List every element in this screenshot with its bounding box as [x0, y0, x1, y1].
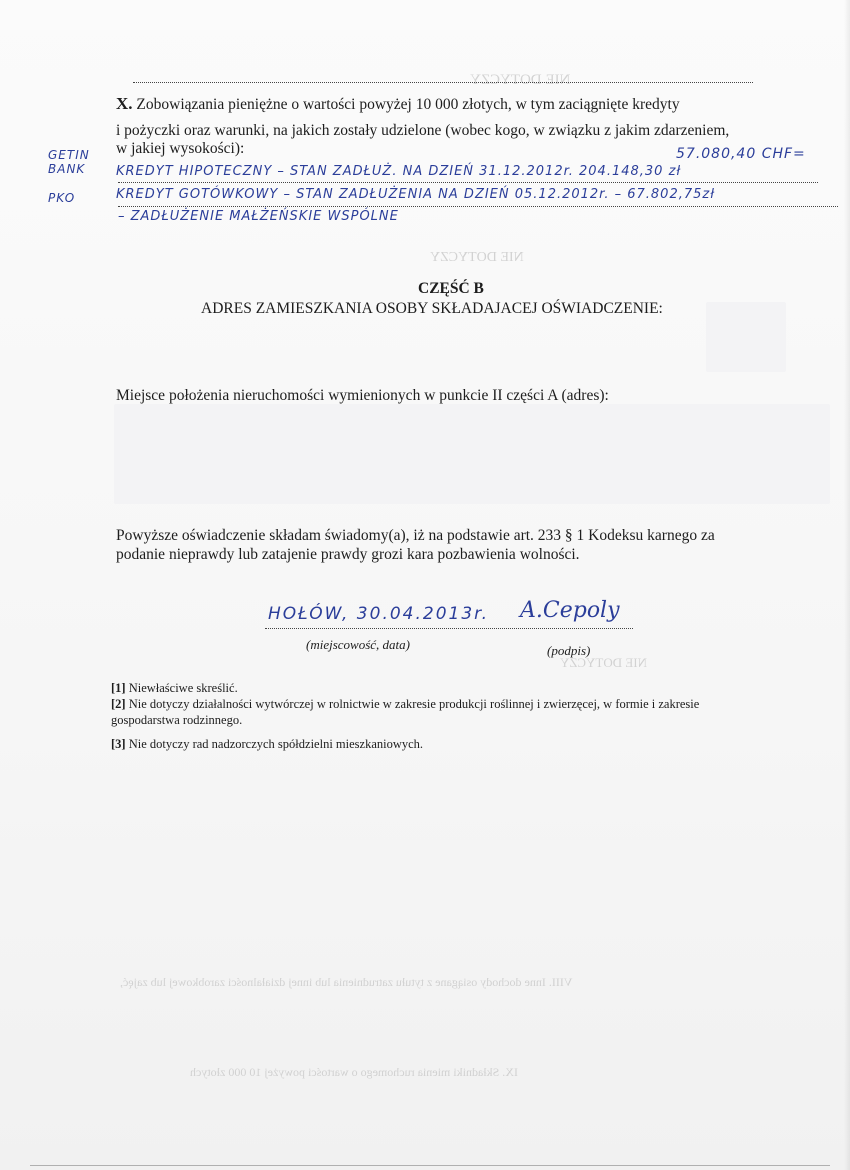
margin-note-getin: GETIN	[48, 148, 90, 162]
section-x-text-1: Zobowiązania pieniężne o wartości powyżej 10 000 złotych, w tym zaciągnięte kredyty	[136, 96, 680, 113]
footnote-2-num: [2]	[111, 697, 126, 711]
margin-note-pko: PKO	[48, 191, 76, 205]
scan-bottom-edge	[30, 1165, 830, 1166]
property-location-label: Miejsce położenia nieruchomości wymienionych w punkcie II części A (adres):	[116, 387, 609, 404]
footnote-3-num: [3]	[111, 737, 126, 751]
handwritten-signature: A.Cepoly	[520, 598, 620, 623]
signature-dotted-line	[265, 628, 633, 629]
handwritten-joint-debt: – ZADŁUŻENIE MAŁŻEŃSKIE WSPÓLNE	[118, 209, 399, 224]
footnote-1	[111, 681, 238, 696]
redacted-address	[706, 302, 786, 372]
footnote-1-text: Niewłaściwe skreślić.	[128, 681, 238, 695]
section-x-line1	[116, 94, 680, 114]
margin-note-bank: BANK	[48, 162, 86, 176]
handwritten-place-date: HOŁÓW, 30.04.2013r.	[268, 604, 489, 624]
signature-caption: (podpis)	[547, 643, 591, 658]
redacted-property-address	[114, 404, 830, 504]
bleed-through-5: NIE DOTYCZY	[430, 250, 524, 265]
footnote-2-cont: gospodarstwa rodzinnego.	[111, 713, 243, 727]
place-date-caption: (miejscowość, data)	[306, 637, 410, 652]
bleed-through-4: IX. Składniki mienia ruchomego o wartości powyżej 10 000 złotych	[190, 1065, 518, 1079]
handwritten-mortgage-entry: KREDYT HIPOTECZNY – STAN ZADŁUŻ. NA DZIEŃ 31.12.2012r. 204.148,30 zł	[116, 164, 682, 179]
bleed-through-2: NIE DOTYCZY	[560, 655, 648, 670]
footnote-3	[111, 737, 423, 752]
part-b-title: CZĘŚĆ B	[418, 280, 484, 297]
bleed-through-3: VIII. Inne dochody osiągane z tytułu zatrudnienia lub innej działalności zarobkowej lub zajęć,	[120, 975, 573, 989]
footnote-3-text: Nie dotyczy rad nadzorczych spółdzielni mieszkaniowych.	[128, 737, 424, 751]
declaration-line1: Powyższe oświadczenie składam świadomy(a), iż na podstawie art. 233 § 1 Kodeksu karnego za	[116, 527, 715, 544]
section-x-line2: i pożyczki oraz warunki, na jakich zostały udzielone (wobec kogo, w związku z jakim zdarzeniem,	[116, 122, 730, 139]
footnote-2-text: Nie dotyczy działalności wytwórczej w rolnictwie w zakresie produkcji roślinnej i zwierzęcej, w formie i zakresie	[128, 697, 700, 711]
top-dotted-line	[133, 82, 753, 83]
handwritten-amount-chf: 57.080,40 CHF=	[676, 146, 806, 162]
entry-line-1	[118, 182, 818, 183]
handwritten-cash-loan-entry: KREDYT GOTÓWKOWY – STAN ZADŁUŻENIA NA DZIEŃ 05.12.2012r. – 67.802,75zł	[116, 187, 715, 202]
footnote-1-num: [1]	[111, 681, 126, 695]
part-b-subtitle: ADRES ZAMIESZKANIA OSOBY SKŁADAJACEJ OŚWIADCZENIE:	[201, 300, 663, 317]
section-x-line3: w jakiej wysokości):	[116, 140, 245, 157]
entry-line-2	[118, 206, 838, 207]
bleed-through-1: NIE DOTYCZY	[470, 72, 571, 88]
section-x-number: X.	[116, 94, 133, 113]
footnote-2	[111, 697, 699, 712]
scan-edge-shadow	[844, 0, 850, 1170]
declaration-line2: podanie nieprawdy lub zatajenie prawdy grozi kara pozbawienia wolności.	[116, 546, 580, 563]
